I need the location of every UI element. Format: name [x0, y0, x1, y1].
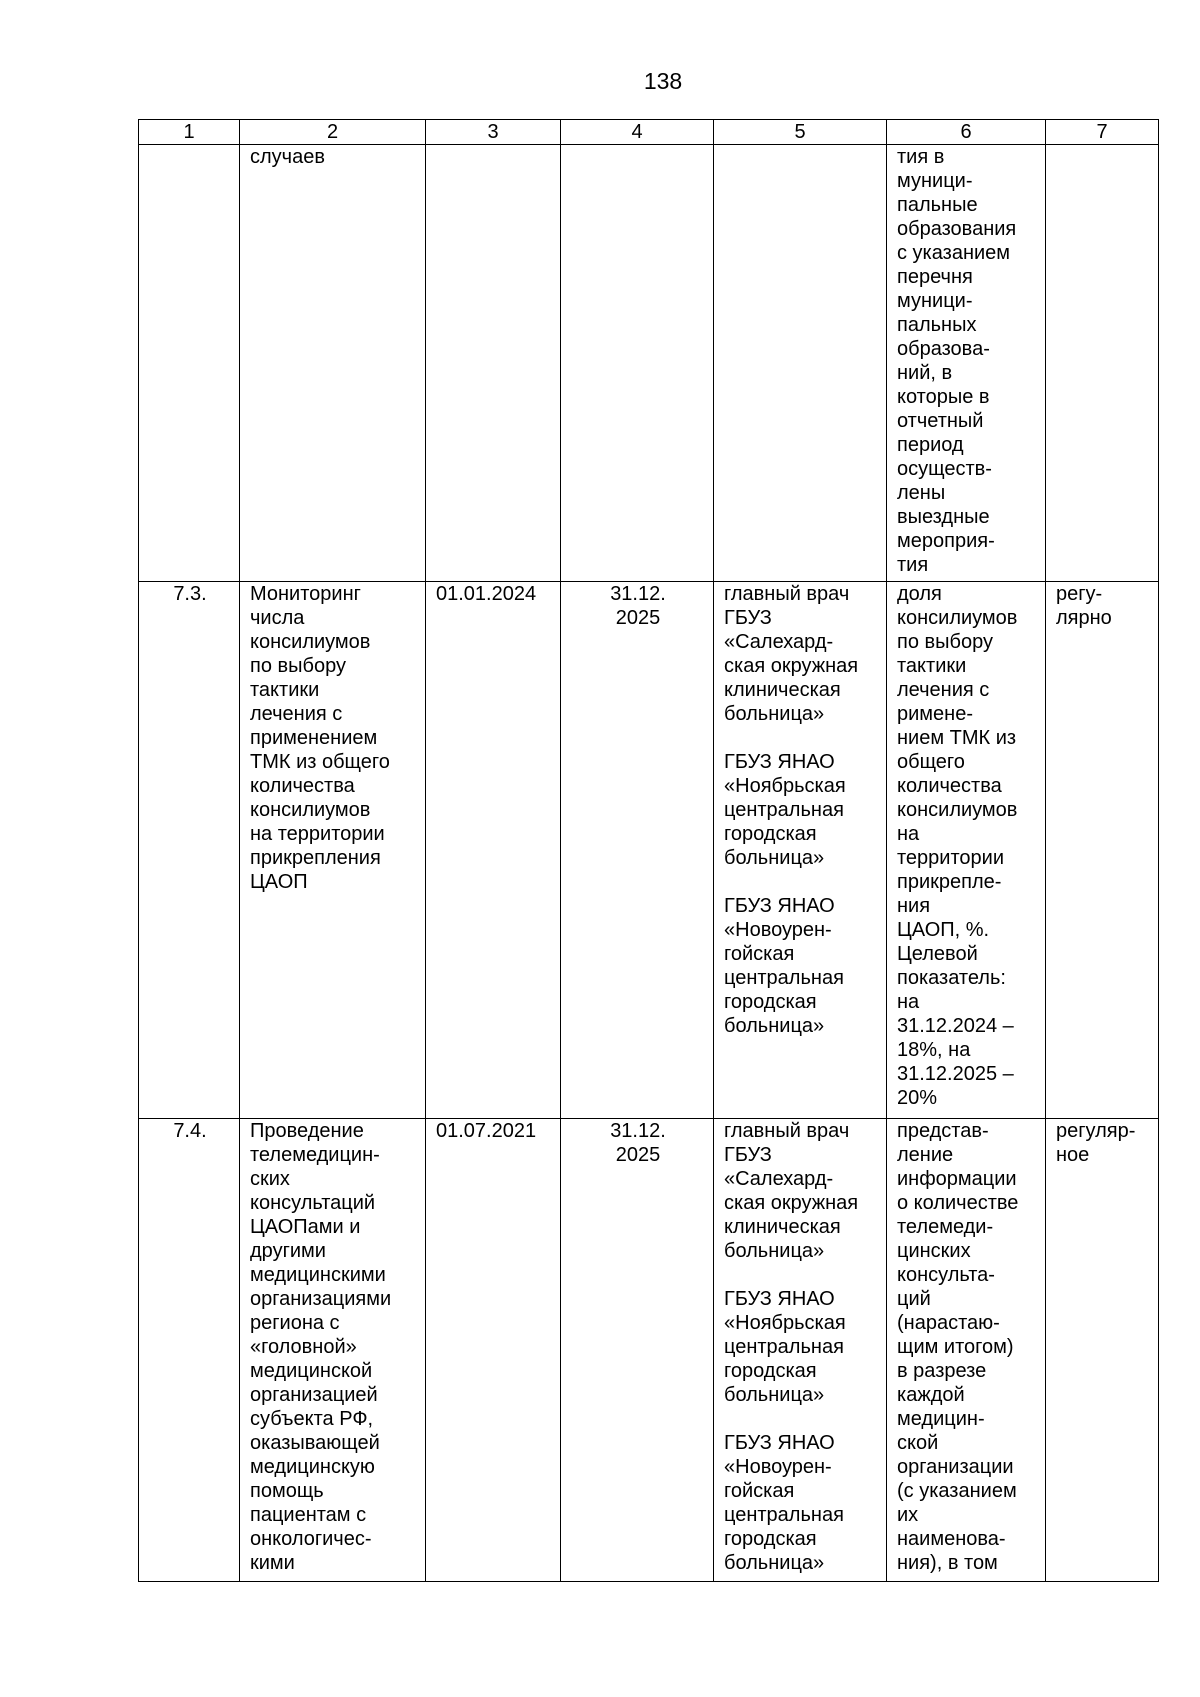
table-row — [139, 145, 1159, 582]
start-date: 01.07.2021 — [426, 1119, 561, 1582]
item-number: 7.4. — [139, 1119, 240, 1582]
column-number: 6 — [887, 120, 1046, 145]
column-number: 7 — [1046, 120, 1159, 145]
table-row — [139, 582, 1159, 1119]
page-number: 138 — [643, 68, 683, 94]
responsible-party — [714, 145, 887, 582]
item-number — [139, 145, 240, 582]
plan-table — [138, 119, 1159, 1582]
column-number: 4 — [561, 120, 714, 145]
frequency: регу- лярно — [1046, 582, 1159, 1119]
end-date — [561, 145, 714, 582]
end-date: 31.12. 2025 — [561, 582, 714, 1119]
end-date: 31.12. 2025 — [561, 1119, 714, 1582]
result-indicator: доля консилиумов по выбору тактики лечения с римене- нием ТМК из общего количества консилиумов на территории прикрепле- ния ЦАОП, %. Целевой показатель: на 31.12.2024 – 18%, на 31.12.2025 – 20% — [887, 582, 1046, 1119]
table-row — [139, 1119, 1159, 1582]
column-number: 3 — [426, 120, 561, 145]
item-number: 7.3. — [139, 582, 240, 1119]
column-number-row — [139, 120, 1159, 145]
column-number: 1 — [139, 120, 240, 145]
frequency — [1046, 145, 1159, 582]
result-indicator: представ- ление информации о количестве телемеди- цинских консульта- ций (нарастаю- щим итогом) в разрезе каждой медицин- ской организации (с указанием их наименова- ния), в том — [887, 1119, 1046, 1582]
responsible-party: главный врач ГБУЗ «Салехард- ская окружная клиническая больница» ГБУЗ ЯНАО «Ноябрьская центральная городская больница» ГБУЗ ЯНАО «Новоурен- гойская центральная городская больница» — [714, 582, 887, 1119]
activity-name: Проведение телемедицин- ских консультаций ЦАОПами и другими медицинскими организациями региона с «головной» медицинской организацией субъекта РФ, оказывающей медицинскую помощь пациентам с онкологичес- кими — [240, 1119, 426, 1582]
start-date — [426, 145, 561, 582]
responsible-party: главный врач ГБУЗ «Салехард- ская окружная клиническая больница» ГБУЗ ЯНАО «Ноябрьская центральная городская больница» ГБУЗ ЯНАО «Новоурен- гойская центральная городская больница» — [714, 1119, 887, 1582]
start-date: 01.01.2024 — [426, 582, 561, 1119]
activity-name: случаев — [240, 145, 426, 582]
column-number: 2 — [240, 120, 426, 145]
result-indicator: тия в муници- пальные образования с указанием перечня муници- пальных образова- ний, в которые в отчетный период осуществ- лены выездные мероприя- тия — [887, 145, 1046, 582]
frequency: регуляр- ное — [1046, 1119, 1159, 1582]
column-number: 5 — [714, 120, 887, 145]
activity-name: Мониторинг числа консилиумов по выбору тактики лечения с применением ТМК из общего количества консилиумов на территории прикрепления ЦАОП — [240, 582, 426, 1119]
